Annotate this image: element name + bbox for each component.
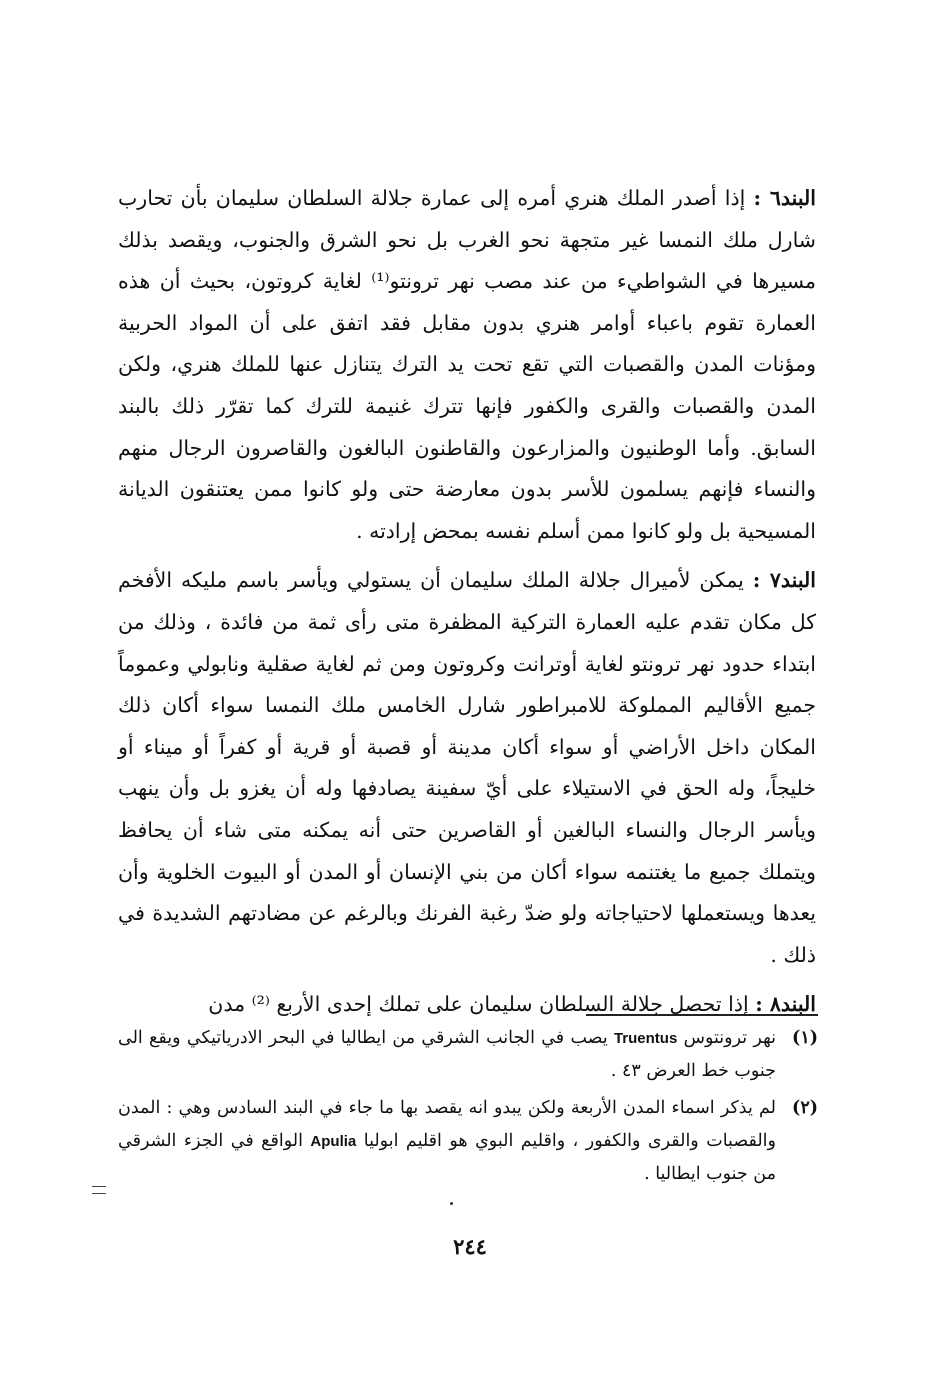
footnote-2 (118, 1092, 818, 1191)
footnote-1-latin-term: Truentus (613, 1030, 678, 1047)
article-8-heading: البند٨ : (755, 992, 816, 1017)
footnote-2-text-start: لم يذكر اسماء المدن الأربعة ولكن يبدو انه يقصد بها ما جاء في البند السادس وهي : المدن والقصبات والقرى والكفور ، واقليم البوي هو اقليم ابوليا (118, 1098, 776, 1151)
margin-mark (92, 1186, 106, 1194)
footnote-1-text-end: يصب في الجانب الشرقي من ايطاليا في البحر الادرياتيكي ويقع الى جنوب خط العرض ٤٣ . (118, 1028, 776, 1081)
article-7-heading: البند٧ : (752, 568, 816, 593)
page-number: ٢٤٤ (453, 1234, 487, 1259)
footnotes (118, 1022, 818, 1195)
article-6-paragraph (118, 178, 816, 552)
article-6-text: إذا أصدر الملك هنري أمره إلى عمارة جلالة السلطان سليمان بأن تحارب شارل ملك النمسا غير متجهة نحو الغرب بل نحو الشرق والجنوب، ويقصد بذلك مسيرها في الشواطيء من عند مصب نهر ترونتو⁽¹⁾ لغاية كروتون، بحيث أن هذه العمارة تقوم باعباء أوامر هنري بدون مقابل فقد اتفق على أن المواد الحربية ومؤنات المدن والقصبات التي تقع تحت يد الترك يتنازل عنها للملك هنري، ولكن المدن والقصبات والقرى والكفور فإنها تترك غنيمة للترك كما تقرّر ذلك بالبند السابق. وأما الوطنيون والمزارعون والقاطنون البالغون والقاصرون الرجال منهم والنساء فإنهم يسلمون للأسر بدون معارضة حتى ولو كانوا ممن يعتنقون الديانة المسيحية بل ولو كانوا ممن أسلم نفسه بمحض إرادته . (118, 186, 816, 543)
footnote-2-number: (٢) (792, 1098, 818, 1118)
footnote-separator (586, 1014, 818, 1016)
footnote-2-latin-term: Apulia (310, 1133, 357, 1150)
article-7-paragraph (118, 560, 816, 976)
footnote-1-text-start: نهر ترونتوس (677, 1028, 776, 1048)
main-text (118, 178, 816, 1026)
article-6-heading: البند٦ : (753, 186, 816, 210)
footnote-1-number: (١) (792, 1028, 818, 1048)
footnote-2-text-end: الواقع في الجزء الشرقي من جنوب ايطاليا . (118, 1131, 776, 1184)
article-8-paragraph (118, 984, 816, 1026)
article-7-text: يمكن لأميرال جلالة الملك سليمان أن يستولي ويأسر باسم مليكه الأفخم كل مكان تقدم عليه العمارة التركية المظفرة متى رأى ثمة من فائدة ، وذلك من ابتداء حدود نهر ترونتو لغاية أوترانت وكروتون ومن ثم لغاية صقلية ونابولي وعموماً جميع الأقاليم المملوكة للامبراطور شارل الخامس ملك النمسا سواء أكان ذلك المكان داخل الأراضي أو سواء أكان مدينة أو قصبة أو قرية أو كفراً أو ميناء أو خليجاً، وله الحق في الاستيلاء على أيّ سفينة يصادفها وله أن يغزو بل وأن ينهب ويأسر الرجال والنساء البالغين أو القاصرين حتى أنه يمكنه متى شاء أن يحافظ ويتملك جميع ما يغتنمه سواء أكان من بني الإنسان أو المدن أو البيوت الخلوية وأن يعدها ويستعملها لاحتياجاته ولو ضدّ رغبة الفرنك وبالرغم عن مضادتهم الشديدة في ذلك . (118, 568, 816, 967)
footnote-1 (118, 1022, 818, 1088)
scan-speck (450, 1202, 453, 1205)
article-8-text: إذا تحصل جلالة السلطان سليمان على تملك إحدى الأربع ⁽²⁾ مدن (208, 992, 756, 1017)
